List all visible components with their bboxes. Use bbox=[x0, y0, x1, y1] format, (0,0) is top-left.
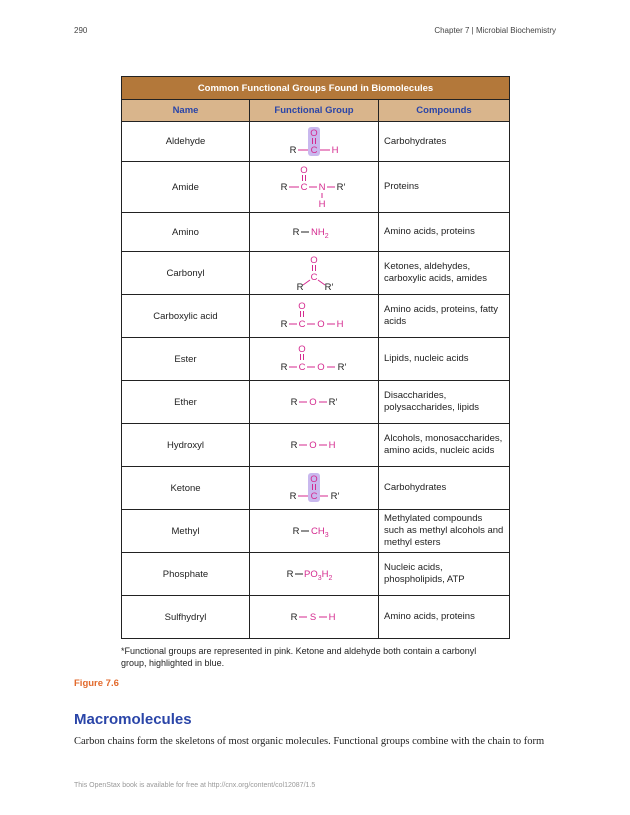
row-compounds: Lipids, nucleic acids bbox=[379, 338, 510, 381]
row-name: Hydroxyl bbox=[122, 424, 250, 467]
page-footer: This OpenStax book is available for free at http://cnx.org/content/col12087/1.5 bbox=[74, 782, 316, 789]
row-name: Ketone bbox=[122, 467, 250, 510]
svg-text:R′: R′ bbox=[328, 397, 338, 408]
svg-text:R: R bbox=[289, 144, 297, 156]
table-row bbox=[122, 252, 510, 295]
row-compounds: Carbohydrates bbox=[379, 467, 510, 510]
row-compounds: Carbohydrates bbox=[379, 122, 510, 162]
table-row bbox=[122, 122, 510, 162]
column-header-name: Name bbox=[122, 100, 250, 122]
table-row bbox=[122, 424, 510, 467]
table-footnote: *Functional groups are represented in pink. Ketone and aldehyde both contain a carbonyl group, highlighted in blue. bbox=[121, 646, 477, 668]
functional-group-aldehyde bbox=[250, 122, 379, 162]
functional-group-ester bbox=[250, 338, 379, 381]
svg-text:O: O bbox=[309, 440, 317, 451]
svg-text:C: C bbox=[300, 182, 308, 193]
svg-text:O: O bbox=[317, 319, 325, 330]
row-compounds: Amino acids, proteins bbox=[379, 596, 510, 639]
functional-group-methyl bbox=[250, 510, 379, 553]
row-name: Ester bbox=[122, 338, 250, 381]
svg-text:H: H bbox=[328, 440, 336, 451]
svg-text:R: R bbox=[290, 397, 298, 408]
svg-text:R: R bbox=[292, 227, 300, 238]
svg-text:R′: R′ bbox=[336, 182, 346, 193]
svg-text:O: O bbox=[317, 362, 325, 373]
functional-group-ether bbox=[250, 381, 379, 424]
svg-text:O: O bbox=[300, 165, 308, 176]
functional-group-carbonyl bbox=[250, 252, 379, 295]
column-header-compounds: Compounds bbox=[379, 100, 510, 122]
svg-text:O: O bbox=[298, 344, 306, 355]
table-row bbox=[122, 596, 510, 639]
row-name: Carbonyl bbox=[122, 252, 250, 295]
svg-text:C: C bbox=[298, 319, 306, 330]
svg-text:R: R bbox=[292, 526, 300, 537]
functional-group-ketone bbox=[250, 467, 379, 510]
svg-text:R′: R′ bbox=[324, 282, 334, 293]
functional-group-amide bbox=[250, 162, 379, 213]
svg-text:N: N bbox=[318, 182, 326, 193]
table-row bbox=[122, 338, 510, 381]
functional-group-amino bbox=[250, 213, 379, 252]
svg-text:C: C bbox=[298, 362, 306, 373]
row-name: Phosphate bbox=[122, 553, 250, 596]
svg-text:R: R bbox=[280, 362, 288, 373]
svg-text:R: R bbox=[296, 282, 304, 293]
table-row bbox=[122, 381, 510, 424]
row-compounds: Amino acids, proteins, fatty acids bbox=[379, 295, 510, 338]
body-paragraph: Carbon chains form the skeletons of most organic molecules. Functional groups combine with the chain to form bbox=[74, 736, 545, 747]
row-name: Aldehyde bbox=[122, 122, 250, 162]
svg-text:C: C bbox=[310, 491, 318, 502]
row-name: Methyl bbox=[122, 510, 250, 553]
svg-text:O: O bbox=[310, 474, 318, 485]
svg-text:R′: R′ bbox=[337, 362, 347, 373]
chapter-title: Chapter 7 | Microbial Biochemistry bbox=[434, 26, 556, 35]
row-name: Ether bbox=[122, 381, 250, 424]
svg-text:O: O bbox=[310, 127, 318, 139]
table-row bbox=[122, 553, 510, 596]
section-title: Macromolecules bbox=[74, 711, 192, 728]
table-row bbox=[122, 213, 510, 252]
row-compounds: Disaccharides, polysaccharides, lipids bbox=[379, 381, 510, 424]
functional-group-hydroxyl bbox=[250, 424, 379, 467]
functional-group-sulfhydryl bbox=[250, 596, 379, 639]
svg-text:NH2: $NH_2$ bbox=[311, 227, 329, 240]
svg-text:PO3H2: $PO_3H_2$ bbox=[304, 569, 333, 582]
table-row bbox=[122, 510, 510, 553]
row-compounds: Nucleic acids, phospholipids, ATP bbox=[379, 553, 510, 596]
svg-text:H: H bbox=[336, 319, 344, 330]
row-name: Amide bbox=[122, 162, 250, 213]
row-compounds: Ketones, aldehydes, carboxylic acids, amides bbox=[379, 252, 510, 295]
page-number: 290 bbox=[74, 26, 88, 35]
svg-text:S: S bbox=[309, 612, 317, 623]
svg-text:CH3: $CH_3$ bbox=[311, 526, 329, 539]
functional-group-phosphate bbox=[250, 553, 379, 596]
row-name: Carboxylic acid bbox=[122, 295, 250, 338]
svg-text:O: O bbox=[298, 301, 306, 312]
row-name: Amino bbox=[122, 213, 250, 252]
column-header-functional-group: Functional Group bbox=[250, 100, 379, 122]
svg-text:R: R bbox=[280, 182, 288, 193]
table-row bbox=[122, 295, 510, 338]
svg-text:R: R bbox=[290, 440, 298, 451]
svg-text:C: C bbox=[310, 144, 318, 156]
svg-text:H: H bbox=[331, 144, 339, 156]
row-compounds: Methylated compounds such as methyl alcohols and methyl esters bbox=[379, 510, 510, 553]
svg-text:H: H bbox=[328, 612, 336, 623]
functional-group-carboxylic-acid bbox=[250, 295, 379, 338]
svg-text:R: R bbox=[289, 491, 297, 502]
row-name: Sulfhydryl bbox=[122, 596, 250, 639]
figure-label: Figure 7.6 bbox=[74, 678, 119, 689]
table-title: Common Functional Groups Found in Biomolecules bbox=[122, 77, 510, 100]
table-row bbox=[122, 467, 510, 510]
functional-groups-table bbox=[121, 76, 510, 639]
svg-text:R: R bbox=[290, 612, 298, 623]
svg-text:C: C bbox=[310, 272, 318, 283]
table-row bbox=[122, 162, 510, 213]
svg-text:O: O bbox=[309, 397, 317, 408]
svg-text:R′: R′ bbox=[330, 491, 340, 502]
svg-text:R: R bbox=[280, 319, 288, 330]
svg-text:O: O bbox=[310, 255, 318, 266]
svg-text:H: H bbox=[318, 199, 326, 210]
row-compounds: Amino acids, proteins bbox=[379, 213, 510, 252]
row-compounds: Proteins bbox=[379, 162, 510, 213]
row-compounds: Alcohols, monosaccharides, amino acids, nucleic acids bbox=[379, 424, 510, 467]
svg-text:R: R bbox=[286, 569, 294, 580]
